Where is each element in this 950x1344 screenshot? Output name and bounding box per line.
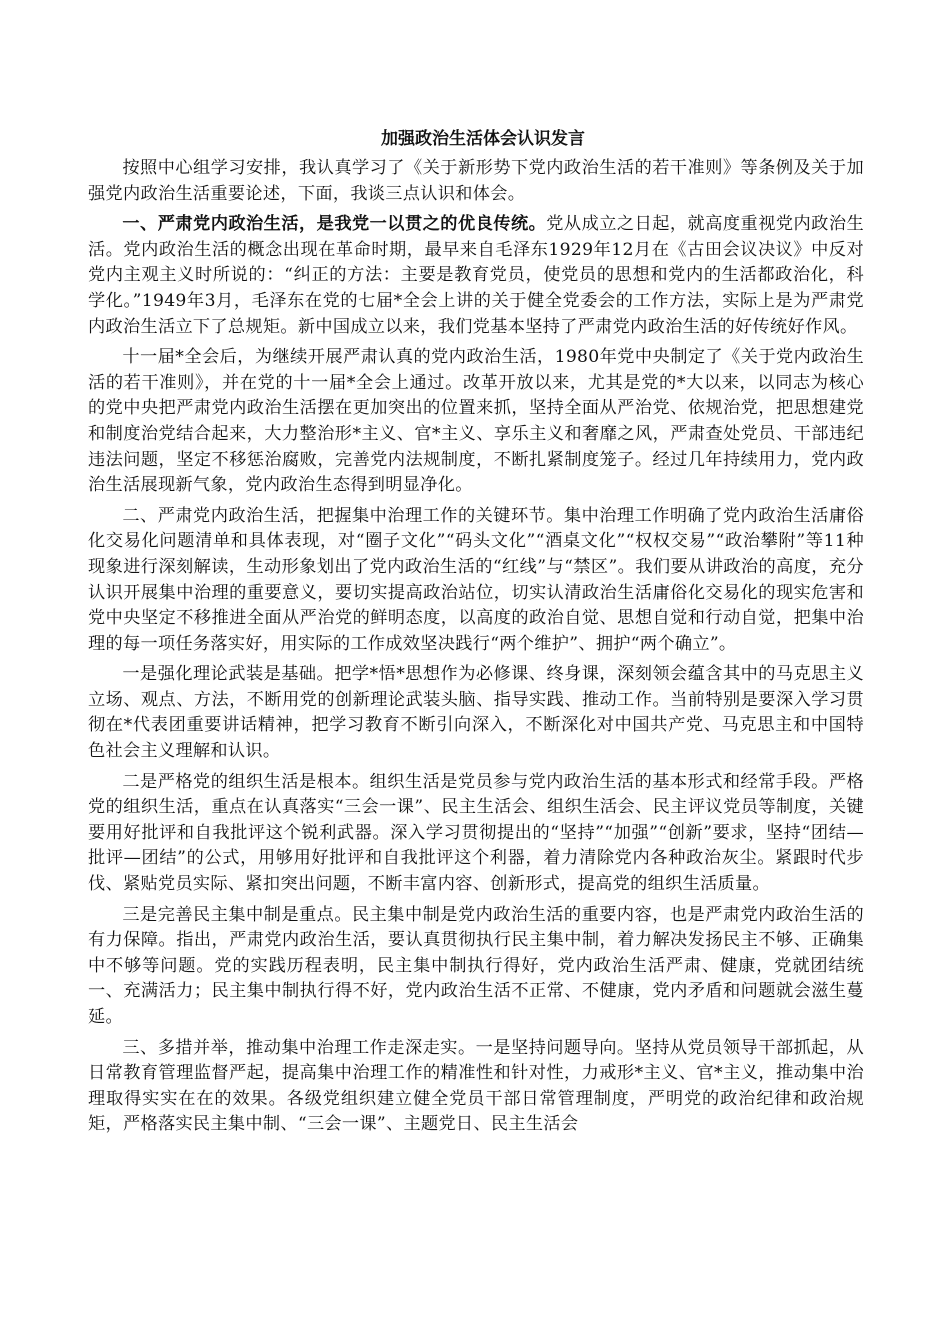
paragraph-text: 按照中心组学习安排，我认真学习了《关于新形势下党内政治生活的若干准则》等条例及关于加强党内政治生活重要论述，下面，我谈三点认识和体会。 [88,158,864,204]
paragraph-point-2 [88,770,864,898]
paragraph-section-1-cont [88,345,864,499]
document-page [88,128,864,1143]
document-title: 加强政治生活体会认识发言 [381,129,585,149]
paragraph-section-2 [88,504,864,658]
paragraph-text: 二是严格党的组织生活是根本。组织生活是党员参与党内政治生活的基本形式和经常手段。严格党的组织生活，重点在认真落实“三会一课”、民主生活会、组织生活会、民主评议党员等制度，关键要用好批评和自我批评这个锐利武器。深入学习贯彻提出的“坚持”“加强”“创新”要求，坚持“团结—批评—团结”的公式，用够用好批评和自我批评这个利器，着力清除党内各种政治灰尘。紧跟时代步伐、紧贴党员实际、紧扣突出问题，不断丰富内容、创新形式，提高党的组织生活质量。 [88,771,864,895]
paragraph-text: 二、严肃党内政治生活，把握集中治理工作的关键环节。集中治理工作明确了党内政治生活庸俗化交易化问题清单和具体表现，对“圈子文化”“码头文化”“酒桌文化”“权权交易”“政治攀附”等11种现象进行深刻解读，生动形象划出了党内政治生活的“红线”与“禁区”。我们要从讲政治的高度，充分认识开展集中治理的重要意义，要切实提高政治站位，切实认清政治生活庸俗化交易化的现实危害和党中央坚定不移推进全面从严治党的鲜明态度，以高度的政治自觉、思想自觉和行动自觉，把集中治理的每一项任务落实好，用实际的工作成效坚决践行“两个维护”、拥护“两个确立”。 [88,505,864,654]
section-heading: 一、严肃党内政治生活，是我党一以贯之的优良传统。 [122,214,547,235]
paragraph-text: 三是完善民主集中制是重点。民主集中制是党内政治生活的重要内容，也是严肃党内政治生活的有力保障。指出，严肃党内政治生活，要认真贯彻执行民主集中制，着力解决发扬民主不够、正确集中不够等问题。党的实践历程表明，民主集中制执行得好，党内政治生活严肃、健康，党就团结统一、充满活力；民主集中制执行得不好，党内政治生活不正常、不健康，党内矛盾和问题就会滋生蔓延。 [88,904,864,1027]
paragraph-section-1 [88,212,864,340]
paragraph-text: 党从成立之日起，就高度重视党内政治生活。党内政治生活的概念出现在革命时期，最早来自毛泽东1929年12月在《古田会议决议》中反对党内主观主义时所说的：“纠正的方法：主要是教育党员，使党员的思想和党内的生活都政治化，科学化。”1949年3月，毛泽东在党的七届*全会上讲的关于健全党委会的工作方法，实际上是为严肃党内政治生活立下了总规矩。新中国成立以来，我们党基本坚持了严肃党内政治生活的好传统好作风。 [88,214,864,337]
paragraph-section-3 [88,1036,864,1138]
paragraph-text: 一是强化理论武装是基础。把学*悟*思想作为必修课、终身课，深刻领会蕴含其中的马克思主义立场、观点、方法，不断用党的创新理论武装头脑、指导实践、推动工作。当前特别是要深入学习贯彻在*代表团重要讲话精神，把学习教育不断引向深入，不断深化对中国共产党、马克思主和中国特色社会主义理解和认识。 [88,664,864,762]
paragraph-intro [88,156,864,207]
paragraph-text: 三、多措并举，推动集中治理工作走深走实。一是坚持问题导向。坚持从党员领导干部抓起，从日常教育管理监督严起，提高集中治理工作的精准性和针对性，力戒形*主义、官*主义，推动集中治理取得实实在在的效果。各级党组织建立健全党员干部日常管理制度，严明党的政治纪律和政治规矩，严格落实民主集中制、“三会一课”、主题党日、民主生活会 [88,1037,864,1135]
paragraph-point-3 [88,903,864,1031]
paragraph-point-1 [88,662,864,764]
paragraph-text: 十一届*全会后，为继续开展严肃认真的党内政治生活，1980年党中央制定了《关于党内政治生活的若干准则》，并在党的十一届*全会上通过。改革开放以来，尤其是党的*大以来，以同志为核心的党中央把严肃党内政治生活摆在更加突出的位置来抓，坚持全面从严治党、依规治党，把思想建党和制度治党结合起来，大力整治形*主义、官*主义、享乐主义和奢靡之风，严肃查处党员、干部违纪违法问题，坚定不移惩治腐败，完善党内法规制度，不断扎紧制度笼子。经过几年持续用力，党内政治生活展现新气象，党内政治生态得到明显净化。 [88,347,864,496]
